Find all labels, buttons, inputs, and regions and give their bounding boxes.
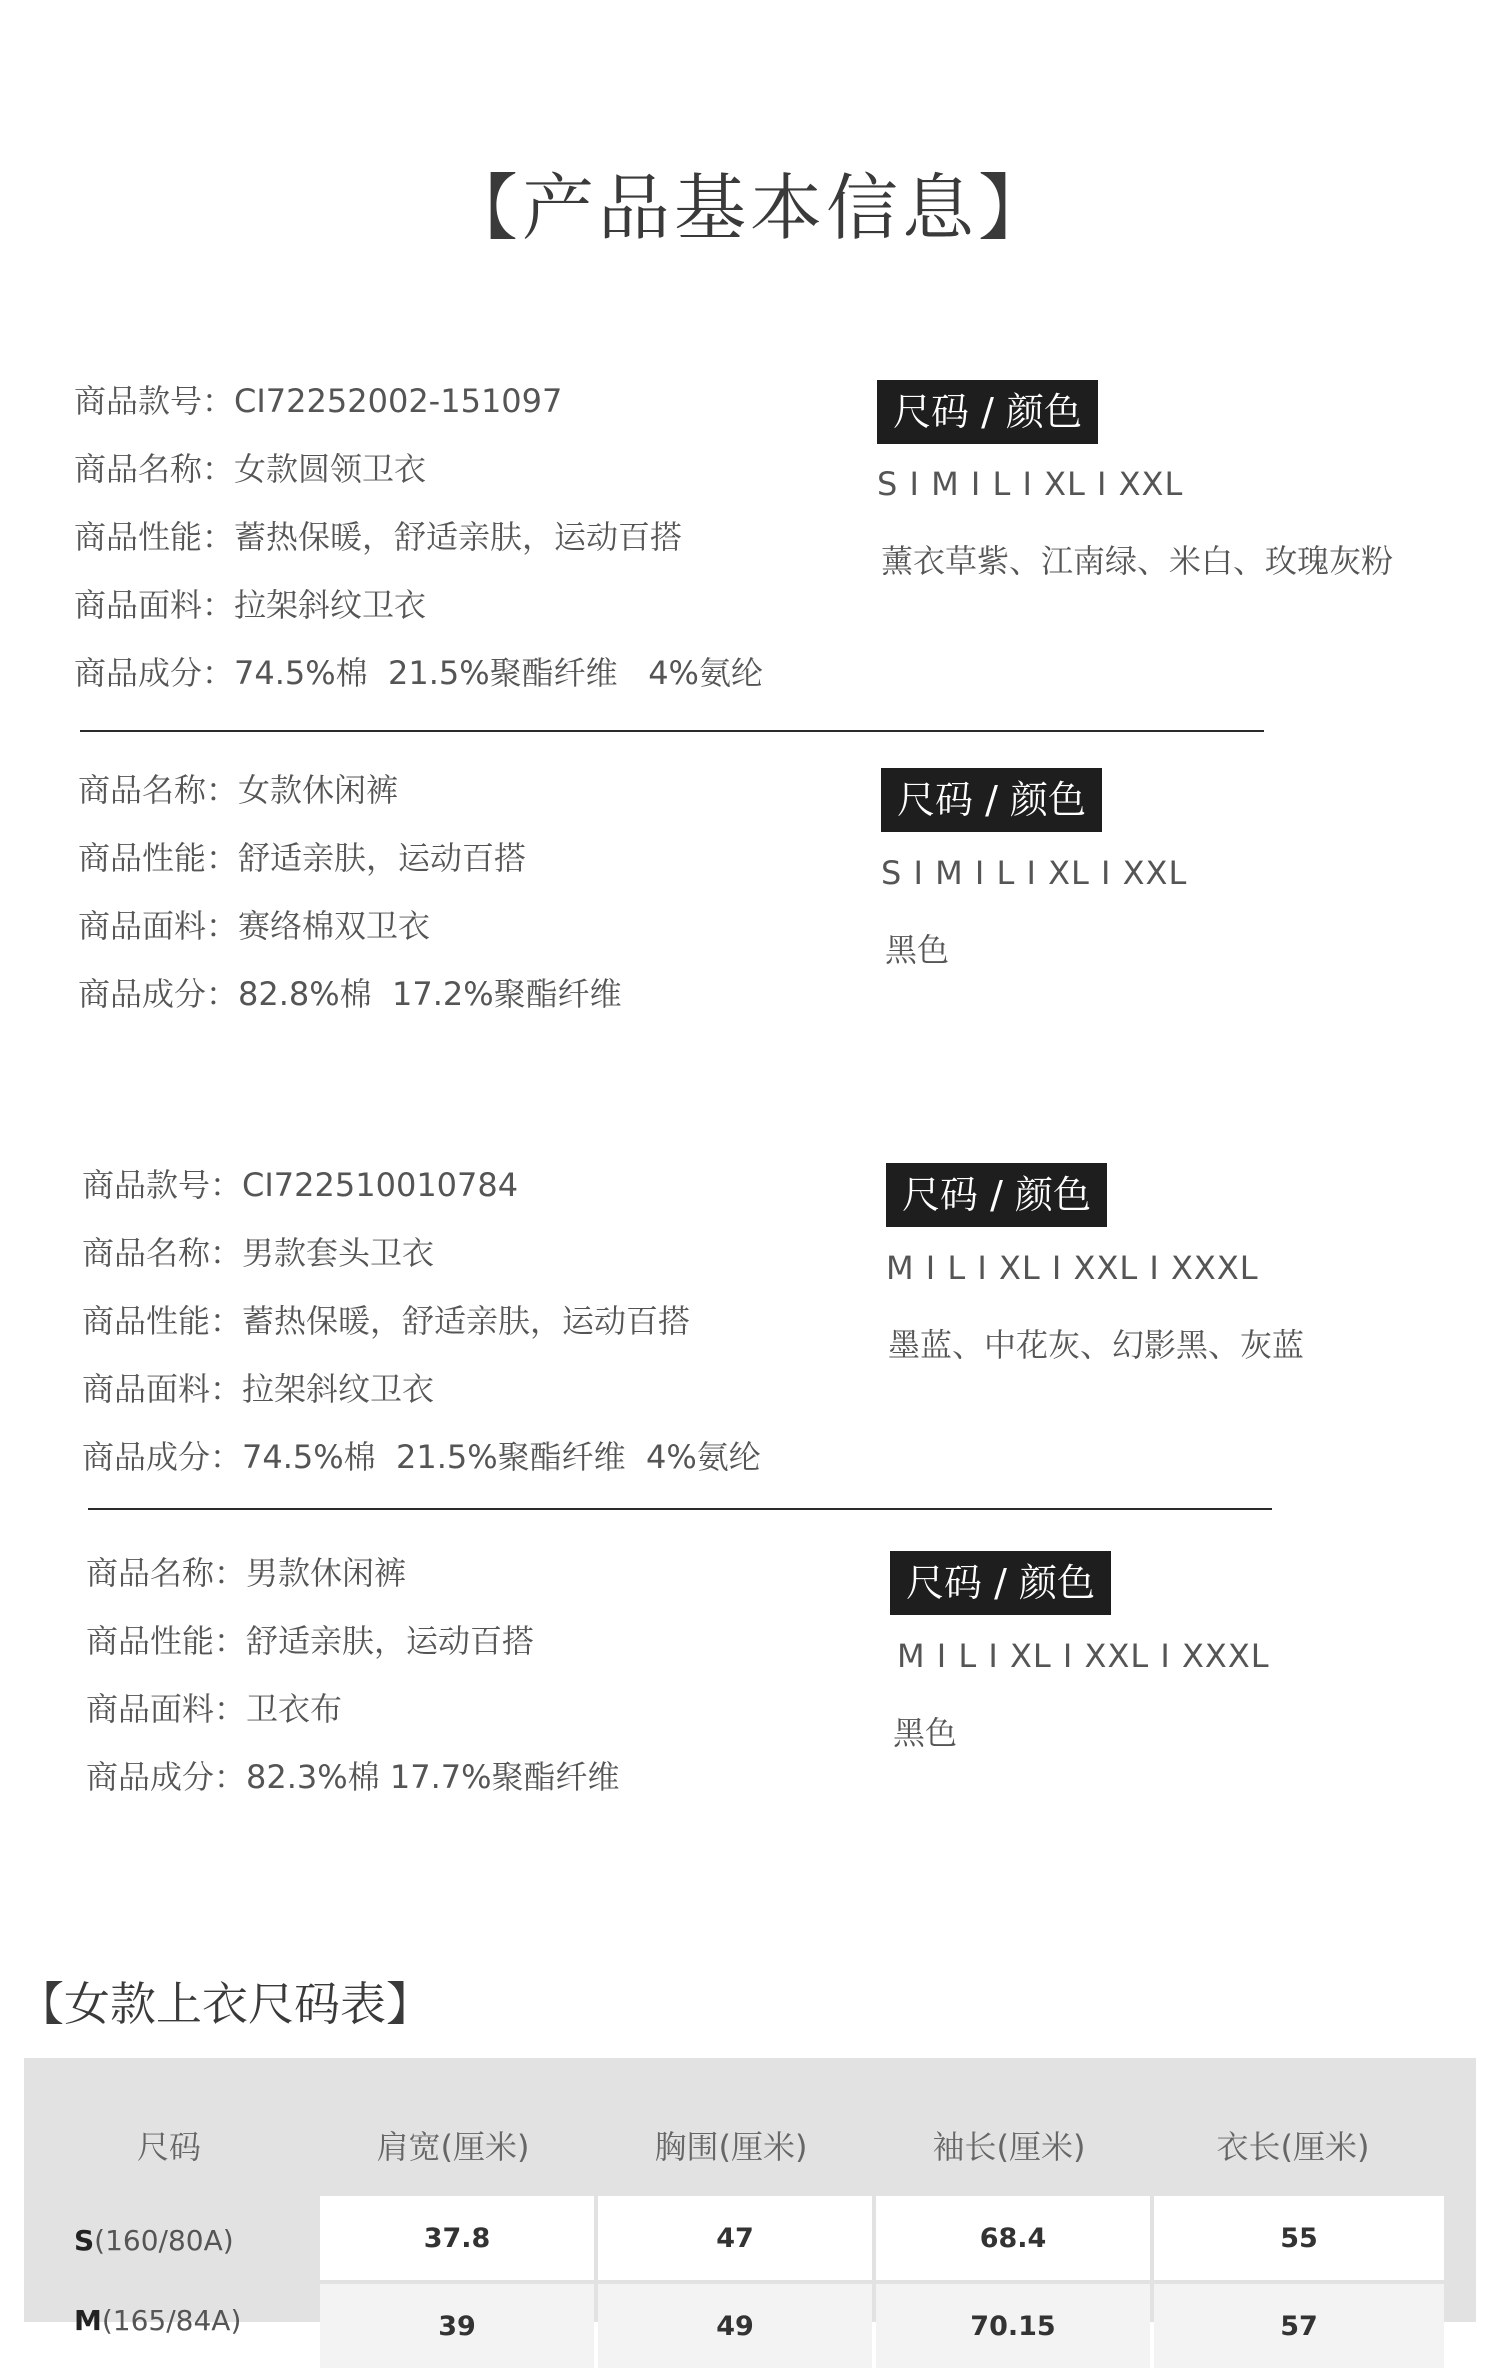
size-color-tag: 尺码 / 颜色 bbox=[890, 1551, 1111, 1615]
info-label: 商品面料： bbox=[82, 1370, 243, 1408]
info-row bbox=[86, 1684, 342, 1730]
row-spec: (160/80A) bbox=[94, 2224, 234, 2257]
table-header-shoulder: 肩宽(厘米) bbox=[376, 2128, 530, 2166]
info-row bbox=[74, 580, 426, 626]
info-value: 74.5%棉 21.5%聚酯纤维 4%氨纶 bbox=[234, 654, 763, 692]
row-size-label bbox=[74, 2224, 234, 2257]
info-value: 拉架斜纹卫衣 bbox=[234, 586, 427, 624]
table-header-chest: 胸围(厘米) bbox=[654, 2128, 808, 2166]
info-row bbox=[78, 901, 430, 947]
size-table bbox=[24, 2058, 1476, 2342]
info-label: 商品性能： bbox=[78, 839, 239, 877]
info-label: 商品性能： bbox=[82, 1302, 243, 1340]
info-label: 商品名称： bbox=[74, 450, 235, 488]
table-header-sleeve: 袖长(厘米) bbox=[932, 2128, 1086, 2166]
table-cell: 49 bbox=[598, 2284, 872, 2368]
row-size: M bbox=[74, 2304, 102, 2337]
page-title: 【产品基本信息】 bbox=[445, 166, 1054, 250]
size-color-tag: 尺码 / 颜色 bbox=[881, 768, 1102, 832]
info-row bbox=[82, 1228, 434, 1274]
info-row bbox=[78, 969, 622, 1015]
info-label: 商品成分： bbox=[78, 975, 239, 1013]
info-row bbox=[74, 444, 426, 490]
info-row bbox=[86, 1752, 620, 1798]
info-label: 商品名称： bbox=[78, 771, 239, 809]
size-color-tag: 尺码 / 颜色 bbox=[877, 380, 1098, 444]
row-size: S bbox=[74, 2224, 95, 2257]
color-list: 薰衣草紫、江南绿、米白、玫瑰灰粉 bbox=[881, 542, 1394, 580]
info-value: 舒适亲肤，运动百搭 bbox=[238, 839, 527, 877]
table-header-length: 衣长(厘米) bbox=[1216, 2128, 1370, 2166]
info-row bbox=[78, 833, 526, 879]
info-label: 商品面料： bbox=[74, 586, 235, 624]
info-value: 卫衣布 bbox=[246, 1690, 343, 1728]
info-row bbox=[74, 376, 562, 422]
size-list: S I M I L I XL I XXL bbox=[881, 854, 1188, 892]
info-value: CI72252002-151097 bbox=[234, 382, 563, 420]
info-value: 82.3%棉 17.7%聚酯纤维 bbox=[246, 1758, 620, 1796]
info-row bbox=[78, 765, 398, 811]
info-value: 男款套头卫衣 bbox=[242, 1234, 435, 1272]
row-spec: (165/84A) bbox=[101, 2304, 242, 2337]
info-value: 女款圆领卫衣 bbox=[234, 450, 427, 488]
info-value: 男款休闲裤 bbox=[246, 1554, 407, 1592]
color-list: 黑色 bbox=[893, 1714, 958, 1752]
row-size-label bbox=[74, 2304, 241, 2337]
info-label: 商品成分： bbox=[82, 1438, 243, 1476]
info-label: 商品成分： bbox=[86, 1758, 247, 1796]
info-row bbox=[86, 1616, 534, 1662]
info-label: 商品性能： bbox=[74, 518, 235, 556]
info-value: CI722510010784 bbox=[242, 1166, 519, 1204]
info-value: 女款休闲裤 bbox=[238, 771, 399, 809]
info-label: 商品面料： bbox=[86, 1690, 247, 1728]
size-list: M I L I XL I XXL I XXXL bbox=[886, 1249, 1259, 1287]
info-label: 商品名称： bbox=[82, 1234, 243, 1272]
table-cell: 47 bbox=[598, 2196, 872, 2280]
size-table-title: 【女款上衣尺码表】 bbox=[18, 1977, 432, 2031]
color-list: 黑色 bbox=[885, 931, 950, 969]
info-value: 蓄热保暖，舒适亲肤，运动百搭 bbox=[234, 518, 683, 556]
table-cell: 37.8 bbox=[320, 2196, 594, 2280]
info-value: 舒适亲肤，运动百搭 bbox=[246, 1622, 535, 1660]
table-cell: 57 bbox=[1154, 2284, 1444, 2368]
info-row bbox=[82, 1296, 690, 1342]
info-row bbox=[82, 1160, 518, 1206]
divider bbox=[88, 1508, 1272, 1510]
table-cell: 70.15 bbox=[876, 2284, 1150, 2368]
size-color-tag: 尺码 / 颜色 bbox=[886, 1163, 1107, 1227]
table-cell: 68.4 bbox=[876, 2196, 1150, 2280]
divider bbox=[80, 730, 1264, 732]
info-label: 商品面料： bbox=[78, 907, 239, 945]
info-label: 商品性能： bbox=[86, 1622, 247, 1660]
info-row bbox=[74, 512, 682, 558]
info-value: 赛络棉双卫衣 bbox=[238, 907, 431, 945]
info-value: 蓄热保暖，舒适亲肤，运动百搭 bbox=[242, 1302, 691, 1340]
info-value: 82.8%棉 17.2%聚酯纤维 bbox=[238, 975, 622, 1013]
info-label: 商品款号： bbox=[82, 1166, 243, 1204]
info-label: 商品名称： bbox=[86, 1554, 247, 1592]
info-label: 商品成分： bbox=[74, 654, 235, 692]
table-cell: 55 bbox=[1154, 2196, 1444, 2280]
size-list: S I M I L I XL I XXL bbox=[877, 465, 1184, 503]
info-value: 74.5%棉 21.5%聚酯纤维 4%氨纶 bbox=[242, 1438, 761, 1476]
info-row bbox=[74, 648, 763, 694]
info-row bbox=[82, 1364, 434, 1410]
info-value: 拉架斜纹卫衣 bbox=[242, 1370, 435, 1408]
color-list: 墨蓝、中花灰、幻影黑、灰蓝 bbox=[888, 1326, 1305, 1364]
size-list: M I L I XL I XXL I XXXL bbox=[897, 1637, 1270, 1675]
info-label: 商品款号： bbox=[74, 382, 235, 420]
table-cell: 39 bbox=[320, 2284, 594, 2368]
table-header-size: 尺码 bbox=[136, 2128, 201, 2166]
info-row bbox=[86, 1548, 406, 1594]
info-row bbox=[82, 1432, 761, 1478]
